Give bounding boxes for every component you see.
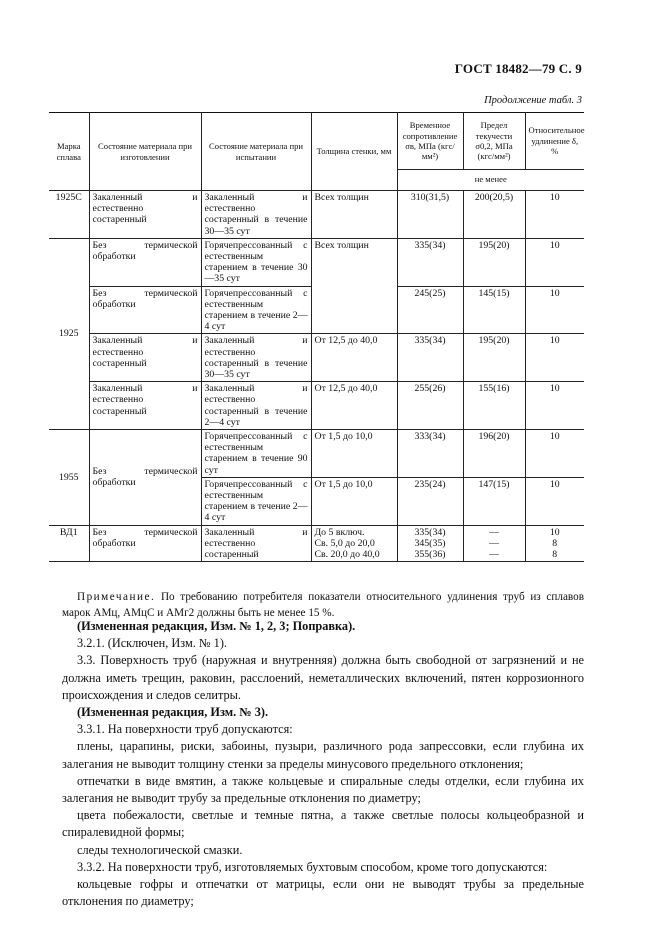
elongation-cell: 10 <box>525 286 584 334</box>
alloy-cell: ВД1 <box>49 525 89 562</box>
elongation-cell: 10 <box>525 238 584 286</box>
manufacture-state-cell: Закаленный и естественно состаренный <box>89 334 201 382</box>
alloy-cell: 1925 <box>49 238 89 429</box>
test-state-cell: Закаленный и естественно состаренный <box>201 525 311 562</box>
tensile-strength-cell: 335(34) <box>397 334 463 382</box>
elongation-line: 8 <box>552 549 558 561</box>
alloy-cell: 1955 <box>49 430 89 526</box>
header-alloy: Марка сплава <box>49 113 89 191</box>
elongation-cell: 10 <box>525 191 584 239</box>
tensile-strength-cell: 335(34) <box>397 238 463 286</box>
test-state-cell: Закаленный и естественно состаренный в течение 2—4 сут <box>201 382 311 430</box>
wall-thickness-cell <box>311 525 397 562</box>
note-text: По требованию потребителя показатели относительного удлинения труб из сплавов марок АМц, АМцС и АМг2 должны быть не менее 15 %. <box>62 591 584 619</box>
wall-line: Св. 20,0 до 40,0 <box>314 549 380 561</box>
header-test-state: Состояние материала при испытании <box>201 113 311 191</box>
body-text <box>62 618 584 910</box>
properties-table <box>49 112 584 562</box>
tensile-strength-cell: 310(31,5) <box>397 191 463 239</box>
elongation-cell: 10 <box>525 334 584 382</box>
elongation-cell <box>525 525 584 562</box>
yield-strength-cell: 200(20,5) <box>463 191 525 239</box>
yield-strength-cell: 195(20) <box>463 238 525 286</box>
header-elongation: Относительное удлинение δ, % <box>525 113 584 170</box>
paragraph: кольцевые гофры и отпечатки от матрицы, если они не выводят трубы за предельные отклонения по диаметру; <box>62 877 584 909</box>
wall-thickness-cell: Всех толщин <box>311 191 397 239</box>
manufacture-state-cell: Без термической обработки <box>89 238 201 286</box>
header-manufacture-state: Состояние материала при изготовлении <box>89 113 201 191</box>
wall-line: Св. 5,0 до 20,0 <box>314 537 375 549</box>
manufacture-state-cell: Без термической обработки <box>89 525 201 562</box>
elongation-cell: 10 <box>525 382 584 430</box>
paragraph: следы технологической смазки. <box>77 842 243 857</box>
note-label: Примечание. <box>77 591 156 603</box>
yield-strength-cell: 155(16) <box>463 382 525 430</box>
yield-strength-cell: 145(15) <box>463 286 525 334</box>
wall-thickness-cell: От 12,5 до 40,0 <box>311 334 397 382</box>
table-continuation-label: Продолжение табл. 3 <box>484 95 582 106</box>
tensile-strength-cell: 235(24) <box>397 477 463 525</box>
paragraph: плены, царапины, риски, забоины, пузыри, различного рода запрессовки, если глубина их залегания не выводит толщину стенки за пределы минусового предельного отклонения; <box>62 739 584 771</box>
amendment-note: (Измененная редакция, Изм. № 3). <box>77 705 269 720</box>
yield-strength-cell: 195(20) <box>463 334 525 382</box>
alloy-cell: 1925С <box>49 191 89 239</box>
test-state-cell: Закаленный и естественно состаренный в течение 30—35 сут <box>201 334 311 382</box>
yield-strength-cell: 147(15) <box>463 477 525 525</box>
wall-thickness-cell: От 1,5 до 10,0 <box>311 477 397 525</box>
elongation-cell: 10 <box>525 477 584 525</box>
test-state-cell: Горячепрессованный с естественным старением в течение 30—35 сут <box>201 238 311 286</box>
yield-line: — <box>489 526 499 538</box>
paragraph: отпечатки в виде вмятин, а также кольцевые и спиральные следы отделки, если глубина их залегания не выводит трубу за предельные отклонения по диаметру; <box>62 773 584 806</box>
clause-3-2-1: 3.2.1. (Исключен, Изм. № 1). <box>77 636 227 651</box>
strength-line: 335(34) <box>414 526 446 538</box>
tensile-strength-cell <box>397 525 463 562</box>
elongation-line: 8 <box>552 537 558 549</box>
table-note <box>62 590 584 621</box>
test-state-cell: Горячепрессованный с естественным старением в течение 90 сут <box>201 430 311 478</box>
amendment-note: (Измененная редакция, Изм. № 1, 2, 3; Поправка). <box>77 619 356 633</box>
manufacture-state-cell: Без термической обработки <box>89 430 201 526</box>
test-state-cell: Закаленный и естественно состаренный в течение 30—35 сут <box>201 191 311 239</box>
manufacture-state-cell: Закаленный и естественно состаренный <box>89 191 201 239</box>
header-yield-strength: Предел текучести σ0,2, МПа (кгс/мм²) <box>463 113 525 170</box>
strength-line: 345(35) <box>414 537 446 549</box>
test-state-cell: Горячепрессованный с естественным старением в течение 2—4 сут <box>201 286 311 334</box>
yield-strength-cell <box>463 525 525 562</box>
manufacture-state-cell: Закаленный и естественно состаренный <box>89 382 201 430</box>
elongation-cell: 10 <box>525 430 584 478</box>
tensile-strength-cell: 255(26) <box>397 382 463 430</box>
tensile-strength-cell: 333(34) <box>397 430 463 478</box>
header-not-less: не менее <box>397 170 584 191</box>
wall-line: До 5 включ. <box>314 526 365 538</box>
yield-line: — <box>489 537 499 549</box>
elongation-line: 10 <box>549 526 560 538</box>
yield-strength-cell: 196(20) <box>463 430 525 478</box>
paragraph: цвета побежалости, светлые и темные пятна, а также светлые полосы кольцеобразной и спиралевидной формы; <box>62 808 584 840</box>
wall-thickness-cell: От 1,5 до 10,0 <box>311 430 397 478</box>
wall-thickness-cell: От 12,5 до 40,0 <box>311 382 397 430</box>
page-header: ГОСТ 18482—79 С. 9 <box>454 61 582 76</box>
clause-3-3: 3.3. Поверхность труб (наружная и внутренняя) должна быть свободной от загрязнений и не должна иметь трещин, раковин, расслоений, неметаллических включений, пятен коррозионного происхождения и следов селитры. <box>62 653 584 702</box>
tensile-strength-cell: 245(25) <box>397 286 463 334</box>
header-wall-thickness: Толщина стенки, мм <box>311 113 397 191</box>
test-state-cell: Горячепрессованный с естественным старением в течение 2—4 сут <box>201 477 311 525</box>
clause-3-3-1: 3.3.1. На поверхности труб допускаются: <box>77 722 293 737</box>
manufacture-state-cell: Без термической обработки <box>89 286 201 334</box>
strength-line: 355(36) <box>414 549 446 561</box>
yield-line: — <box>489 549 499 561</box>
wall-thickness-cell: Всех толщин <box>311 238 397 334</box>
header-tensile-strength: Временное сопротивление σв, МПа (кгс/мм²) <box>397 113 463 170</box>
clause-3-3-2: 3.3.2. На поверхности труб, изготовляемых бухтовым способом, кроме того допускаются: <box>77 859 548 874</box>
